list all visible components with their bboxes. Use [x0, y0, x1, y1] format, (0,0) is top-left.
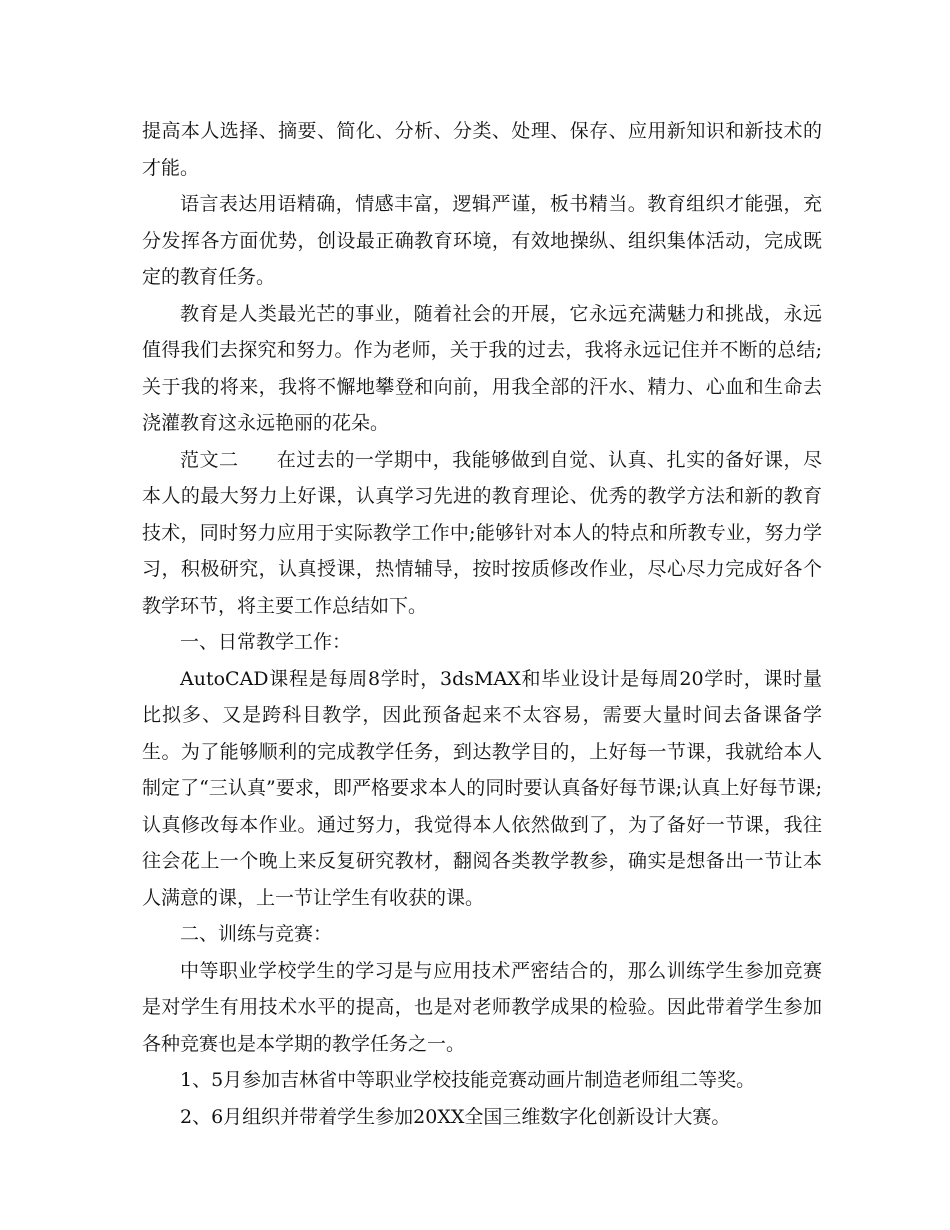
paragraph-language: 语言表达用语精确，情感丰富，逻辑严谨，板书精当。教育组织才能强，充分发挥各方面优势，创设最正确教育环境，有效地操纵、组织集体活动，完成既定的教育任务。 — [142, 193, 822, 288]
sample-heading: 范文二 — [180, 448, 239, 471]
section-heading-daily-teaching: 一、日常教学工作： — [180, 631, 352, 653]
list-item-award: 1、5月参加吉林省中等职业学校技能竞赛动画片制造老师组二等奖。 — [180, 1069, 756, 1091]
paragraph-sample-two — [142, 442, 822, 625]
sample-two-text: 在过去的一学期中，我能够做到自觉、认真、扎实的备好课，尽本人的最大努力上好课，认真学习先进的教育理论、优秀的教学方法和新的教育技术，同时努力应用于实际教学工作中;能够针对本人的特点和所教专业，努力学习，积极研究，认真授课，热情辅导，按时按质修改作业，尽心尽力完成好各个教学环节，将主要工作总结如下。 — [142, 448, 822, 617]
paragraph-education-career: 教育是人类最光芒的事业，随着社会的开展，它永远充满魅力和挑战，永远值得我们去探究和努力。作为老师，关于我的过去，我将永远记住并不断的总结;关于我的将来，我将不懈地攀登和向前，用我全部的汗水、精力、心血和生命去浇灌教育这永远艳丽的花朵。 — [142, 302, 822, 434]
document-body — [142, 113, 822, 1135]
paragraph-autocad: AutoCAD课程是每周8学时，3dsMAX和毕业设计是每周20学时，课时量比拟多、又是跨科目教学，因此预备起来不太容易，需要大量时间去备课备学生。为了能够顺利的完成教学任务，到达教学目的，上好每一节课，我就给本人制定了“三认真”要求，即严格要求本人的同时要认真备好每节课;认真上好每节课;认真修改每本作业。通过努力，我觉得本人依然做到了，为了备好一节课，我往往会花上一个晚上来反复研究教材，翻阅各类教学教参，确实是想备出一节让本人满意的课，上一节让学生有收获的课。 — [142, 667, 822, 909]
section-heading-training: 二、训练与竞赛： — [180, 923, 333, 945]
paragraph-vocational: 中等职业学校学生的学习是与应用技术严密结合的，那么训练学生参加竞赛是对学生有用技术水平的提高，也是对老师教学成果的检验。因此带着学生参加各种竞赛也是本学期的教学任务之一。 — [142, 959, 822, 1055]
list-item-contest: 2、6月组织并带着学生参加20XX全国三维数字化创新设计大赛。 — [180, 1105, 731, 1128]
paragraph-ability: 提高本人选择、摘要、简化、分析、分类、处理、保存、应用新知识和新技术的才能。 — [142, 120, 822, 179]
